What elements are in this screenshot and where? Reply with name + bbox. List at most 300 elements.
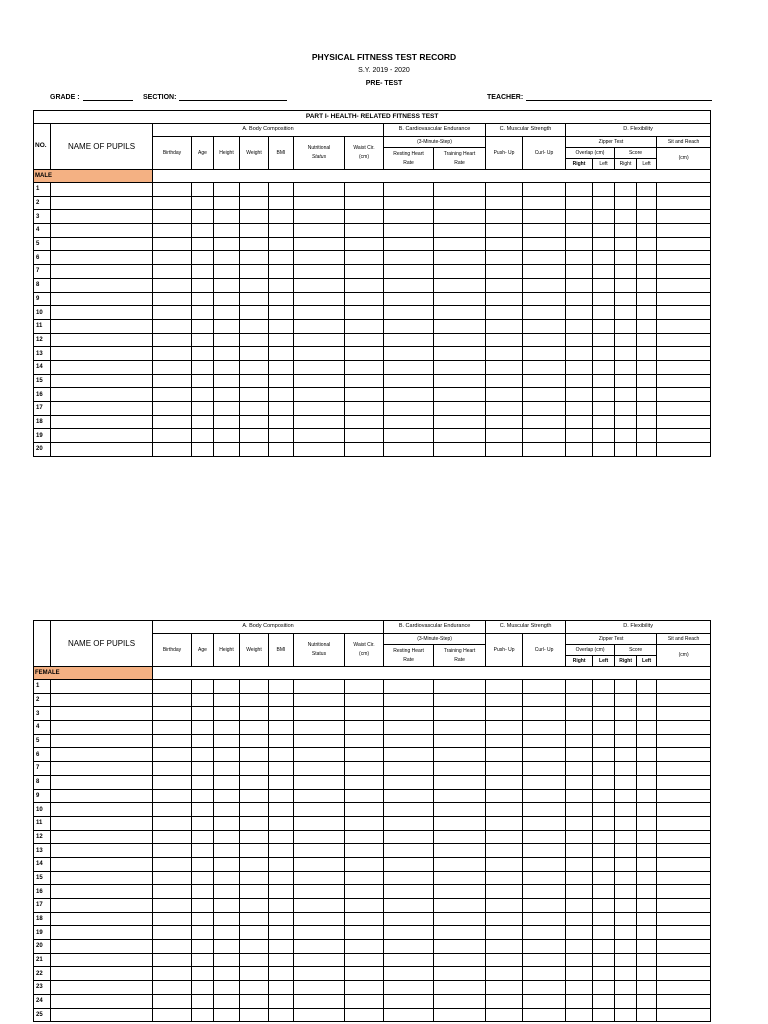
record-cell[interactable] — [384, 926, 434, 940]
record-cell[interactable] — [434, 816, 486, 830]
record-cell[interactable] — [593, 748, 615, 762]
record-cell[interactable] — [240, 210, 269, 224]
record-cell[interactable] — [434, 429, 486, 443]
record-cell[interactable] — [192, 707, 214, 721]
record-cell[interactable] — [214, 292, 240, 306]
record-cell[interactable] — [615, 816, 637, 830]
record-cell[interactable] — [294, 360, 345, 374]
record-cell[interactable] — [192, 443, 214, 457]
record-cell[interactable] — [434, 762, 486, 776]
record-cell[interactable] — [566, 940, 593, 954]
record-cell[interactable] — [345, 237, 384, 251]
record-cell[interactable] — [637, 857, 657, 871]
record-cell[interactable] — [269, 292, 294, 306]
record-cell[interactable] — [486, 693, 523, 707]
pupil-name-cell[interactable] — [51, 196, 153, 210]
record-cell[interactable] — [153, 775, 192, 789]
record-cell[interactable] — [434, 347, 486, 361]
record-cell[interactable] — [384, 292, 434, 306]
record-cell[interactable] — [294, 857, 345, 871]
record-cell[interactable] — [153, 734, 192, 748]
record-cell[interactable] — [566, 265, 593, 279]
record-cell[interactable] — [240, 721, 269, 735]
record-cell[interactable] — [240, 292, 269, 306]
record-cell[interactable] — [153, 994, 192, 1008]
record-cell[interactable] — [384, 871, 434, 885]
record-cell[interactable] — [384, 885, 434, 899]
pupil-name-cell[interactable] — [51, 693, 153, 707]
record-cell[interactable] — [434, 857, 486, 871]
record-cell[interactable] — [384, 748, 434, 762]
record-cell[interactable] — [434, 251, 486, 265]
pupil-name-cell[interactable] — [51, 292, 153, 306]
record-cell[interactable] — [294, 443, 345, 457]
record-cell[interactable] — [192, 251, 214, 265]
record-cell[interactable] — [384, 680, 434, 694]
record-cell[interactable] — [615, 912, 637, 926]
pupil-name-cell[interactable] — [51, 210, 153, 224]
record-cell[interactable] — [240, 857, 269, 871]
record-cell[interactable] — [657, 707, 711, 721]
record-cell[interactable] — [434, 224, 486, 238]
record-cell[interactable] — [593, 237, 615, 251]
record-cell[interactable] — [294, 265, 345, 279]
record-cell[interactable] — [637, 333, 657, 347]
record-cell[interactable] — [214, 306, 240, 320]
record-cell[interactable] — [615, 981, 637, 995]
pupil-name-cell[interactable] — [51, 224, 153, 238]
record-cell[interactable] — [593, 429, 615, 443]
record-cell[interactable] — [240, 871, 269, 885]
record-cell[interactable] — [486, 734, 523, 748]
record-cell[interactable] — [192, 388, 214, 402]
record-cell[interactable] — [657, 721, 711, 735]
record-cell[interactable] — [240, 443, 269, 457]
record-cell[interactable] — [214, 251, 240, 265]
record-cell[interactable] — [153, 278, 192, 292]
record-cell[interactable] — [657, 926, 711, 940]
record-cell[interactable] — [657, 388, 711, 402]
record-cell[interactable] — [240, 748, 269, 762]
record-cell[interactable] — [214, 360, 240, 374]
record-cell[interactable] — [345, 789, 384, 803]
record-cell[interactable] — [269, 224, 294, 238]
record-cell[interactable] — [593, 278, 615, 292]
record-cell[interactable] — [294, 347, 345, 361]
record-cell[interactable] — [593, 940, 615, 954]
record-cell[interactable] — [637, 347, 657, 361]
record-cell[interactable] — [240, 374, 269, 388]
record-cell[interactable] — [486, 994, 523, 1008]
record-cell[interactable] — [269, 967, 294, 981]
record-cell[interactable] — [434, 388, 486, 402]
record-cell[interactable] — [192, 734, 214, 748]
record-cell[interactable] — [593, 844, 615, 858]
record-cell[interactable] — [192, 926, 214, 940]
record-cell[interactable] — [192, 981, 214, 995]
record-cell[interactable] — [240, 278, 269, 292]
record-cell[interactable] — [153, 912, 192, 926]
record-cell[interactable] — [153, 803, 192, 817]
record-cell[interactable] — [523, 830, 566, 844]
record-cell[interactable] — [192, 278, 214, 292]
record-cell[interactable] — [214, 940, 240, 954]
record-cell[interactable] — [434, 994, 486, 1008]
record-cell[interactable] — [566, 981, 593, 995]
record-cell[interactable] — [294, 953, 345, 967]
record-cell[interactable] — [593, 721, 615, 735]
record-cell[interactable] — [384, 374, 434, 388]
record-cell[interactable] — [240, 183, 269, 197]
record-cell[interactable] — [192, 803, 214, 817]
record-cell[interactable] — [269, 899, 294, 913]
record-cell[interactable] — [214, 748, 240, 762]
record-cell[interactable] — [486, 429, 523, 443]
record-cell[interactable] — [615, 210, 637, 224]
record-cell[interactable] — [615, 789, 637, 803]
record-cell[interactable] — [657, 347, 711, 361]
record-cell[interactable] — [153, 402, 192, 416]
teacher-blank[interactable] — [526, 93, 712, 101]
record-cell[interactable] — [434, 789, 486, 803]
record-cell[interactable] — [345, 388, 384, 402]
record-cell[interactable] — [657, 292, 711, 306]
record-cell[interactable] — [486, 1008, 523, 1022]
record-cell[interactable] — [294, 402, 345, 416]
record-cell[interactable] — [615, 680, 637, 694]
pupil-name-cell[interactable] — [51, 762, 153, 776]
pupil-name-cell[interactable] — [51, 885, 153, 899]
record-cell[interactable] — [593, 789, 615, 803]
record-cell[interactable] — [192, 775, 214, 789]
record-cell[interactable] — [294, 885, 345, 899]
pupil-name-cell[interactable] — [51, 347, 153, 361]
record-cell[interactable] — [153, 319, 192, 333]
pupil-name-cell[interactable] — [51, 803, 153, 817]
record-cell[interactable] — [486, 885, 523, 899]
record-cell[interactable] — [153, 748, 192, 762]
record-cell[interactable] — [153, 707, 192, 721]
record-cell[interactable] — [657, 830, 711, 844]
record-cell[interactable] — [486, 237, 523, 251]
record-cell[interactable] — [345, 721, 384, 735]
record-cell[interactable] — [294, 333, 345, 347]
record-cell[interactable] — [657, 953, 711, 967]
record-cell[interactable] — [240, 1008, 269, 1022]
record-cell[interactable] — [192, 967, 214, 981]
record-cell[interactable] — [523, 707, 566, 721]
record-cell[interactable] — [637, 251, 657, 265]
record-cell[interactable] — [240, 940, 269, 954]
record-cell[interactable] — [434, 265, 486, 279]
record-cell[interactable] — [345, 251, 384, 265]
record-cell[interactable] — [523, 981, 566, 995]
record-cell[interactable] — [593, 926, 615, 940]
grade-blank[interactable] — [83, 93, 133, 101]
record-cell[interactable] — [192, 237, 214, 251]
record-cell[interactable] — [637, 196, 657, 210]
record-cell[interactable] — [593, 693, 615, 707]
pupil-name-cell[interactable] — [51, 374, 153, 388]
record-cell[interactable] — [345, 319, 384, 333]
record-cell[interactable] — [214, 762, 240, 776]
record-cell[interactable] — [434, 693, 486, 707]
record-cell[interactable] — [240, 912, 269, 926]
pupil-name-cell[interactable] — [51, 789, 153, 803]
record-cell[interactable] — [294, 912, 345, 926]
record-cell[interactable] — [345, 210, 384, 224]
record-cell[interactable] — [434, 374, 486, 388]
record-cell[interactable] — [593, 707, 615, 721]
record-cell[interactable] — [240, 388, 269, 402]
record-cell[interactable] — [269, 402, 294, 416]
record-cell[interactable] — [615, 415, 637, 429]
record-cell[interactable] — [486, 857, 523, 871]
record-cell[interactable] — [294, 680, 345, 694]
record-cell[interactable] — [269, 748, 294, 762]
record-cell[interactable] — [434, 237, 486, 251]
pupil-name-cell[interactable] — [51, 940, 153, 954]
record-cell[interactable] — [657, 251, 711, 265]
pupil-name-cell[interactable] — [51, 721, 153, 735]
record-cell[interactable] — [153, 899, 192, 913]
record-cell[interactable] — [345, 1008, 384, 1022]
record-cell[interactable] — [384, 830, 434, 844]
record-cell[interactable] — [384, 994, 434, 1008]
record-cell[interactable] — [345, 953, 384, 967]
record-cell[interactable] — [192, 319, 214, 333]
pupil-name-cell[interactable] — [51, 183, 153, 197]
record-cell[interactable] — [566, 196, 593, 210]
record-cell[interactable] — [637, 734, 657, 748]
record-cell[interactable] — [345, 680, 384, 694]
record-cell[interactable] — [566, 899, 593, 913]
record-cell[interactable] — [214, 210, 240, 224]
record-cell[interactable] — [345, 693, 384, 707]
record-cell[interactable] — [523, 789, 566, 803]
record-cell[interactable] — [345, 830, 384, 844]
record-cell[interactable] — [240, 306, 269, 320]
record-cell[interactable] — [523, 443, 566, 457]
record-cell[interactable] — [523, 953, 566, 967]
record-cell[interactable] — [434, 707, 486, 721]
record-cell[interactable] — [657, 734, 711, 748]
pupil-name-cell[interactable] — [51, 748, 153, 762]
pupil-name-cell[interactable] — [51, 734, 153, 748]
record-cell[interactable] — [345, 994, 384, 1008]
record-cell[interactable] — [523, 871, 566, 885]
record-cell[interactable] — [615, 734, 637, 748]
pupil-name-cell[interactable] — [51, 981, 153, 995]
record-cell[interactable] — [615, 278, 637, 292]
record-cell[interactable] — [192, 680, 214, 694]
record-cell[interactable] — [615, 762, 637, 776]
record-cell[interactable] — [269, 912, 294, 926]
record-cell[interactable] — [294, 926, 345, 940]
record-cell[interactable] — [240, 816, 269, 830]
record-cell[interactable] — [384, 734, 434, 748]
record-cell[interactable] — [345, 443, 384, 457]
record-cell[interactable] — [214, 333, 240, 347]
record-cell[interactable] — [615, 707, 637, 721]
record-cell[interactable] — [240, 994, 269, 1008]
record-cell[interactable] — [523, 265, 566, 279]
record-cell[interactable] — [657, 333, 711, 347]
pupil-name-cell[interactable] — [51, 830, 153, 844]
record-cell[interactable] — [434, 210, 486, 224]
record-cell[interactable] — [523, 734, 566, 748]
record-cell[interactable] — [384, 912, 434, 926]
pupil-name-cell[interactable] — [51, 1008, 153, 1022]
record-cell[interactable] — [486, 981, 523, 995]
record-cell[interactable] — [434, 196, 486, 210]
record-cell[interactable] — [523, 210, 566, 224]
record-cell[interactable] — [523, 333, 566, 347]
record-cell[interactable] — [593, 183, 615, 197]
pupil-name-cell[interactable] — [51, 775, 153, 789]
record-cell[interactable] — [657, 183, 711, 197]
record-cell[interactable] — [486, 803, 523, 817]
record-cell[interactable] — [240, 347, 269, 361]
record-cell[interactable] — [657, 360, 711, 374]
record-cell[interactable] — [269, 844, 294, 858]
record-cell[interactable] — [566, 333, 593, 347]
record-cell[interactable] — [523, 1008, 566, 1022]
record-cell[interactable] — [486, 707, 523, 721]
record-cell[interactable] — [637, 830, 657, 844]
record-cell[interactable] — [486, 871, 523, 885]
record-cell[interactable] — [657, 693, 711, 707]
record-cell[interactable] — [294, 183, 345, 197]
record-cell[interactable] — [153, 693, 192, 707]
record-cell[interactable] — [657, 196, 711, 210]
record-cell[interactable] — [240, 844, 269, 858]
record-cell[interactable] — [294, 196, 345, 210]
record-cell[interactable] — [434, 360, 486, 374]
record-cell[interactable] — [593, 885, 615, 899]
record-cell[interactable] — [637, 871, 657, 885]
record-cell[interactable] — [384, 415, 434, 429]
record-cell[interactable] — [294, 292, 345, 306]
record-cell[interactable] — [345, 926, 384, 940]
record-cell[interactable] — [345, 374, 384, 388]
record-cell[interactable] — [593, 265, 615, 279]
record-cell[interactable] — [637, 707, 657, 721]
record-cell[interactable] — [192, 374, 214, 388]
record-cell[interactable] — [486, 748, 523, 762]
record-cell[interactable] — [384, 967, 434, 981]
record-cell[interactable] — [566, 844, 593, 858]
record-cell[interactable] — [240, 707, 269, 721]
record-cell[interactable] — [153, 816, 192, 830]
record-cell[interactable] — [345, 347, 384, 361]
record-cell[interactable] — [486, 306, 523, 320]
record-cell[interactable] — [192, 429, 214, 443]
record-cell[interactable] — [434, 680, 486, 694]
record-cell[interactable] — [615, 693, 637, 707]
record-cell[interactable] — [615, 899, 637, 913]
record-cell[interactable] — [615, 196, 637, 210]
record-cell[interactable] — [345, 265, 384, 279]
record-cell[interactable] — [240, 251, 269, 265]
pupil-name-cell[interactable] — [51, 816, 153, 830]
record-cell[interactable] — [637, 388, 657, 402]
record-cell[interactable] — [153, 292, 192, 306]
record-cell[interactable] — [294, 967, 345, 981]
record-cell[interactable] — [657, 415, 711, 429]
record-cell[interactable] — [240, 762, 269, 776]
record-cell[interactable] — [192, 210, 214, 224]
record-cell[interactable] — [269, 721, 294, 735]
record-cell[interactable] — [523, 278, 566, 292]
record-cell[interactable] — [192, 415, 214, 429]
record-cell[interactable] — [637, 775, 657, 789]
record-cell[interactable] — [269, 775, 294, 789]
record-cell[interactable] — [657, 762, 711, 776]
record-cell[interactable] — [153, 830, 192, 844]
record-cell[interactable] — [657, 748, 711, 762]
record-cell[interactable] — [240, 265, 269, 279]
record-cell[interactable] — [637, 680, 657, 694]
record-cell[interactable] — [615, 967, 637, 981]
record-cell[interactable] — [615, 857, 637, 871]
record-cell[interactable] — [294, 388, 345, 402]
record-cell[interactable] — [486, 278, 523, 292]
record-cell[interactable] — [593, 734, 615, 748]
record-cell[interactable] — [240, 402, 269, 416]
record-cell[interactable] — [486, 374, 523, 388]
record-cell[interactable] — [294, 844, 345, 858]
record-cell[interactable] — [523, 360, 566, 374]
record-cell[interactable] — [240, 967, 269, 981]
record-cell[interactable] — [294, 789, 345, 803]
record-cell[interactable] — [657, 402, 711, 416]
record-cell[interactable] — [566, 885, 593, 899]
record-cell[interactable] — [345, 775, 384, 789]
record-cell[interactable] — [566, 857, 593, 871]
record-cell[interactable] — [593, 857, 615, 871]
record-cell[interactable] — [593, 347, 615, 361]
record-cell[interactable] — [566, 402, 593, 416]
record-cell[interactable] — [657, 680, 711, 694]
record-cell[interactable] — [657, 899, 711, 913]
record-cell[interactable] — [214, 278, 240, 292]
record-cell[interactable] — [637, 926, 657, 940]
record-cell[interactable] — [637, 789, 657, 803]
record-cell[interactable] — [240, 981, 269, 995]
record-cell[interactable] — [434, 844, 486, 858]
record-cell[interactable] — [523, 183, 566, 197]
record-cell[interactable] — [153, 981, 192, 995]
record-cell[interactable] — [294, 775, 345, 789]
record-cell[interactable] — [657, 224, 711, 238]
record-cell[interactable] — [345, 844, 384, 858]
record-cell[interactable] — [384, 388, 434, 402]
pupil-name-cell[interactable] — [51, 402, 153, 416]
record-cell[interactable] — [486, 940, 523, 954]
record-cell[interactable] — [240, 885, 269, 899]
record-cell[interactable] — [657, 775, 711, 789]
record-cell[interactable] — [657, 981, 711, 995]
record-cell[interactable] — [566, 319, 593, 333]
record-cell[interactable] — [593, 415, 615, 429]
record-cell[interactable] — [657, 278, 711, 292]
pupil-name-cell[interactable] — [51, 251, 153, 265]
record-cell[interactable] — [153, 333, 192, 347]
record-cell[interactable] — [269, 1008, 294, 1022]
pupil-name-cell[interactable] — [51, 237, 153, 251]
record-cell[interactable] — [214, 926, 240, 940]
